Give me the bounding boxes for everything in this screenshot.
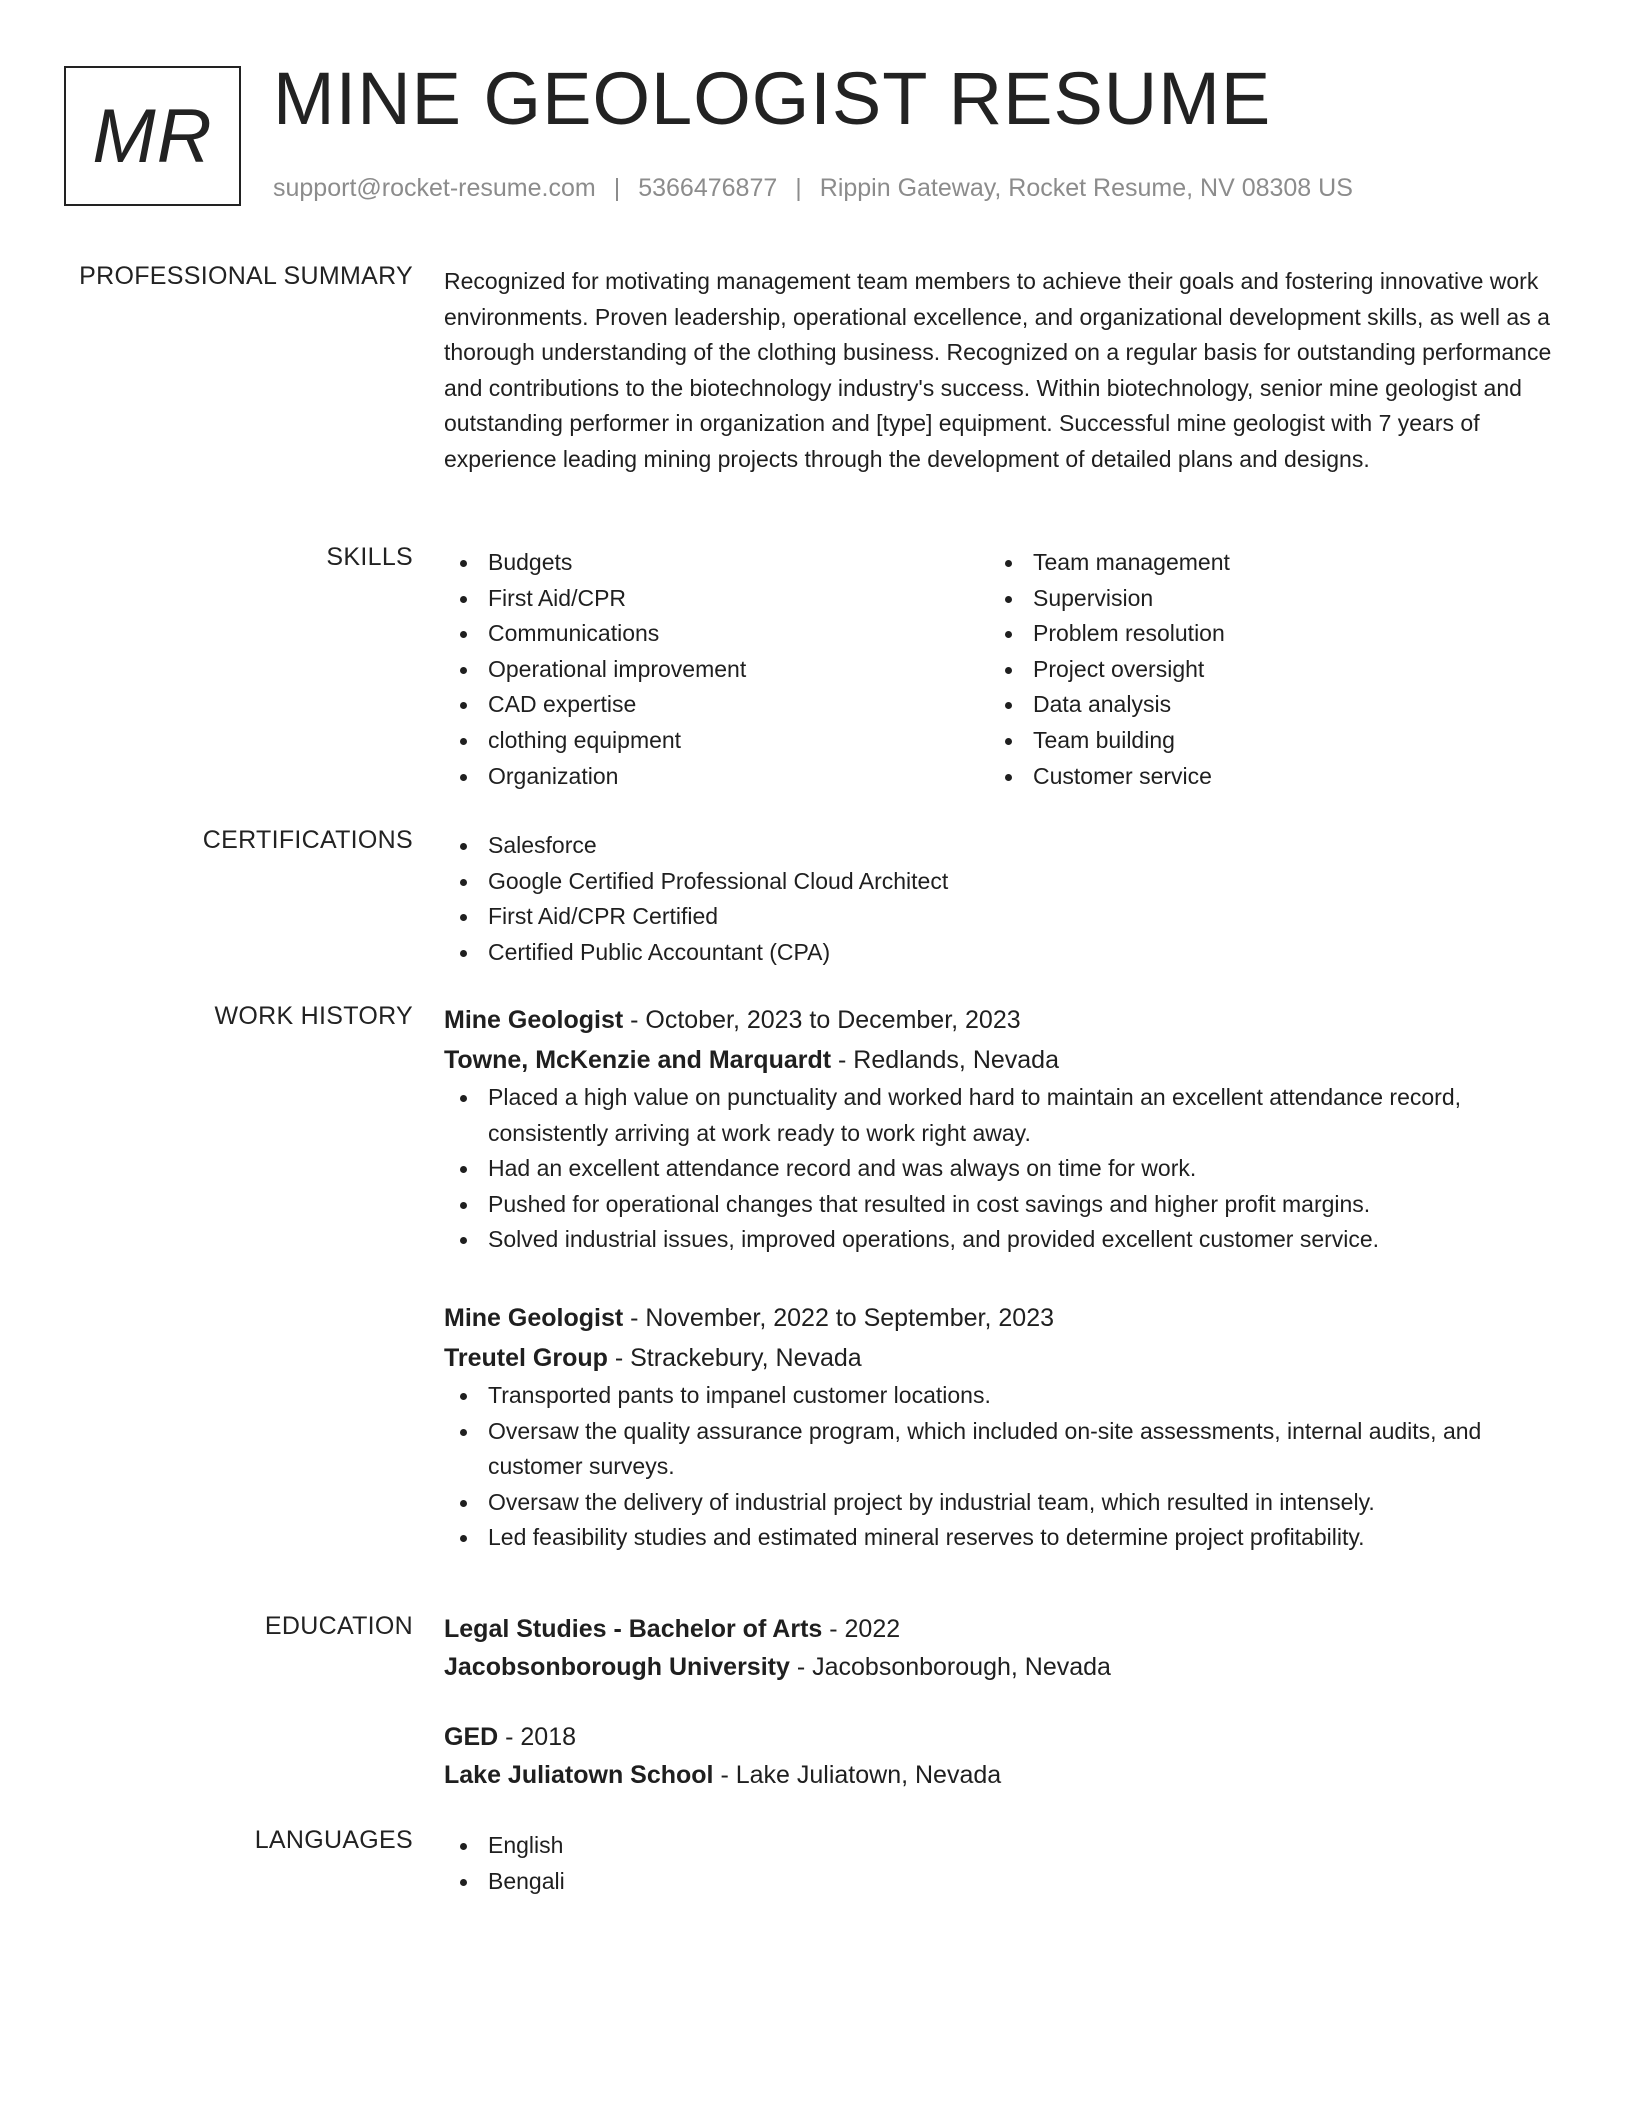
job-entry: [444, 1298, 1564, 1556]
email-text: support@rocket-resume.com: [273, 174, 596, 202]
list-item: Led feasibility studies and estimated mineral reserves to determine project profitability.: [444, 1520, 1564, 1556]
list-item: Team building: [989, 723, 1534, 759]
list-item: Operational improvement: [444, 652, 989, 688]
education-location: - Jacobsonborough, Nevada: [789, 1653, 1111, 1681]
education-degree-line: [444, 1718, 1564, 1756]
skills-columns: [444, 545, 1564, 794]
address-text: Rippin Gateway, Rocket Resume, NV 08308 US: [819, 174, 1353, 202]
education-year: - 2022: [822, 1615, 901, 1643]
list-item: Problem resolution: [989, 616, 1534, 652]
list-item: Organization: [444, 759, 989, 795]
job-bullets: [444, 1378, 1564, 1556]
job-location: - Redlands, Nevada: [831, 1046, 1059, 1074]
list-item: Project oversight: [989, 652, 1534, 688]
list-item: Team management: [989, 545, 1534, 581]
job-entry: [444, 1000, 1564, 1258]
list-item: Supervision: [989, 581, 1534, 617]
job-company-line: [444, 1040, 1564, 1080]
education-entry: [444, 1718, 1564, 1794]
education-entry: [444, 1610, 1564, 1686]
list-item: Oversaw the quality assurance program, which included on-site assessments, internal audits, and customer surveys.: [444, 1414, 1564, 1485]
list-item: Solved industrial issues, improved operations, and provided excellent customer service.: [444, 1222, 1564, 1258]
section-body: [444, 828, 1564, 970]
job-company-line: [444, 1338, 1564, 1378]
list-item: Pushed for operational changes that resulted in cost savings and higher profit margins.: [444, 1187, 1564, 1223]
job-title: Mine Geologist: [444, 1303, 624, 1332]
job-location: - Strackebury, Nevada: [607, 1343, 862, 1372]
phone-text: 5366476877: [638, 174, 778, 202]
list-item: Placed a high value on punctuality and worked hard to maintain an excellent attendance record, consistently arriving at work ready to work right away.: [444, 1080, 1564, 1151]
section-label: SKILLS: [326, 543, 413, 571]
monogram-logo: MR: [64, 66, 241, 206]
job-dates: - November, 2022 to September, 2023: [623, 1303, 1055, 1332]
skills-list-left: [444, 545, 989, 794]
job-title: Mine Geologist: [444, 1006, 624, 1034]
contact-line: [273, 174, 1353, 203]
education-school-line: [444, 1756, 1564, 1794]
list-item: Oversaw the delivery of industrial project by industrial team, which resulted in intensely.: [444, 1485, 1564, 1521]
list-item: Transported pants to impanel customer locations.: [444, 1378, 1564, 1414]
education-school: Jacobsonborough University: [444, 1653, 790, 1681]
section-body: [444, 264, 1564, 478]
section-label: PROFESSIONAL SUMMARY: [79, 262, 413, 290]
list-item: Salesforce: [444, 828, 1564, 864]
job-company: Towne, McKenzie and Marquardt: [444, 1046, 832, 1074]
job-company: Treutel Group: [444, 1343, 608, 1372]
education-year: - 2018: [498, 1723, 577, 1751]
certifications-list: [444, 828, 1564, 970]
education-degree: Legal Studies - Bachelor of Arts: [444, 1615, 823, 1643]
list-item: First Aid/CPR: [444, 581, 989, 617]
skills-list-right: [989, 545, 1534, 794]
education-degree: GED: [444, 1723, 499, 1751]
list-item: Certified Public Accountant (CPA): [444, 935, 1564, 971]
section-label: LANGUAGES: [254, 1826, 413, 1854]
list-item: First Aid/CPR Certified: [444, 899, 1564, 935]
section-body: [444, 1000, 1564, 1556]
contact-separator: |: [795, 174, 802, 202]
job-title-line: [444, 1298, 1564, 1338]
list-item: Google Certified Professional Cloud Architect: [444, 864, 1564, 900]
education-degree-line: [444, 1610, 1564, 1648]
list-item: Budgets: [444, 545, 989, 581]
languages-list: [444, 1828, 1564, 1899]
page-title: MINE GEOLOGIST RESUME: [273, 57, 1272, 140]
education-school: Lake Juliatown School: [444, 1761, 714, 1789]
job-bullets: [444, 1080, 1564, 1258]
section-body: [444, 1610, 1564, 1794]
section-label: CERTIFICATIONS: [202, 826, 413, 854]
list-item: Customer service: [989, 759, 1534, 795]
section-label: EDUCATION: [264, 1612, 413, 1640]
list-item: CAD expertise: [444, 687, 989, 723]
list-item: clothing equipment: [444, 723, 989, 759]
contact-separator: |: [613, 174, 621, 202]
list-item: Communications: [444, 616, 989, 652]
job-dates: - October, 2023 to December, 2023: [623, 1006, 1021, 1034]
list-item: Data analysis: [989, 687, 1534, 723]
education-location: - Lake Juliatown, Nevada: [713, 1761, 1002, 1789]
section-label: WORK HISTORY: [214, 1002, 413, 1030]
list-item: English: [444, 1828, 1564, 1864]
section-body: [444, 1828, 1564, 1899]
education-school-line: [444, 1648, 1564, 1686]
job-title-line: [444, 1000, 1564, 1040]
summary-text: Recognized for motivating management team members to achieve their goals and fostering innovative work environments. Proven leadership, operational excellence, and organizational development skills, as well as a thorough understanding of the clothing business. Recognized on a regular basis for outstanding performance and contributions to the biotechnology industry's success. Within biotechnology, senior mine geologist and outstanding performer in organization and [type] equipment. Successful mine geologist with 7 years of experience leading mining projects through the development of detailed plans and designs.: [444, 268, 1552, 472]
list-item: Bengali: [444, 1864, 1564, 1900]
list-item: Had an excellent attendance record and was always on time for work.: [444, 1151, 1564, 1187]
